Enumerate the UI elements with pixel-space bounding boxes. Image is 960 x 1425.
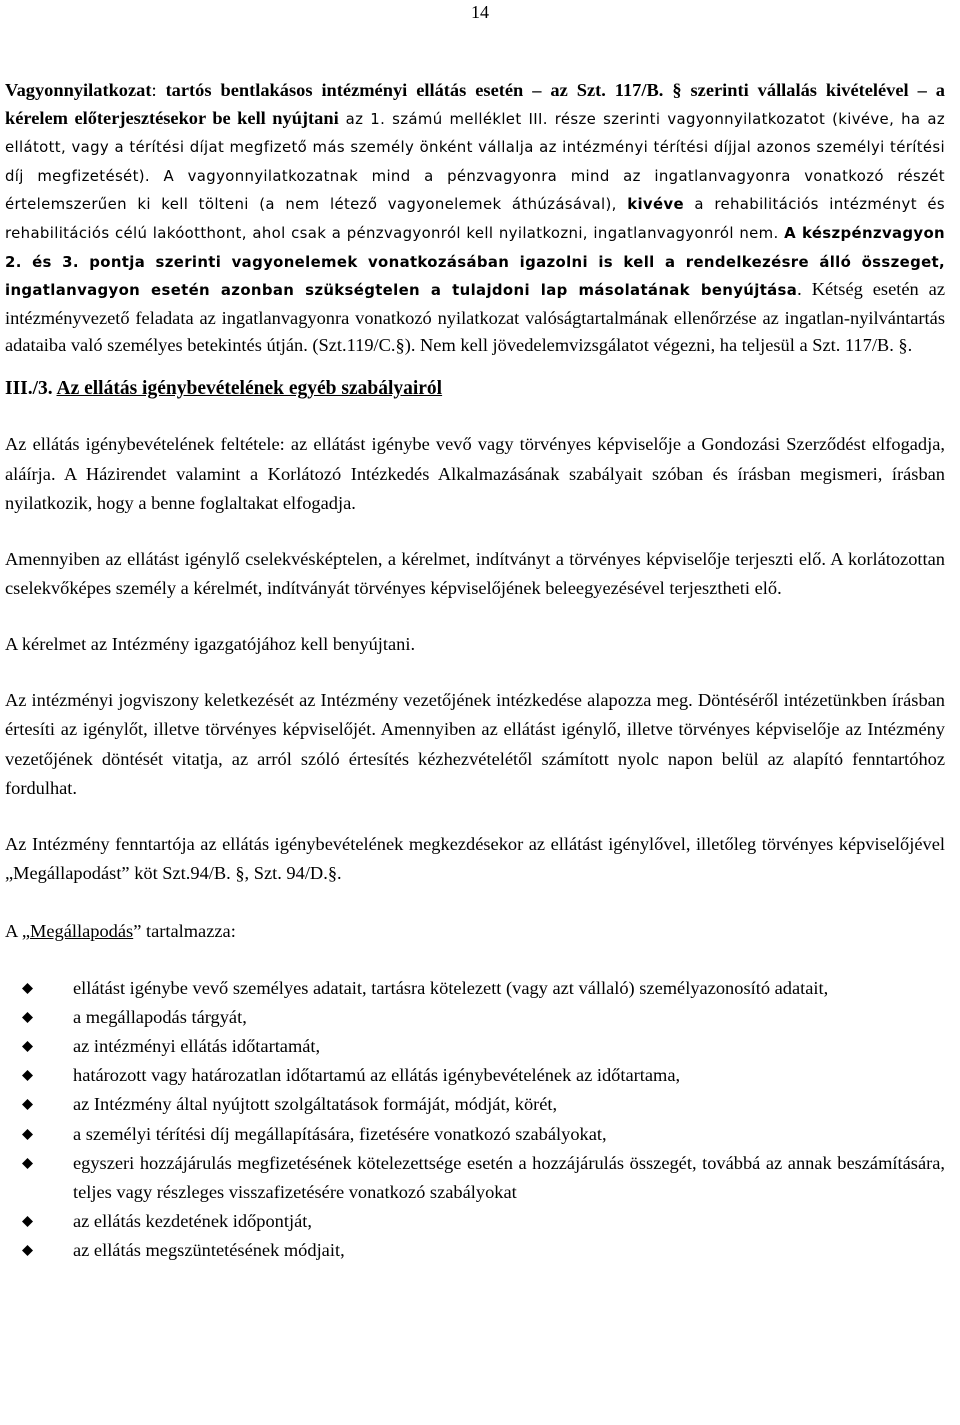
agreement-term: Megállapodás xyxy=(30,921,134,942)
paragraph-submission: A kérelmet az Intézmény igazgatójához kell benyújtani. xyxy=(5,633,416,654)
exception-term: kivéve xyxy=(627,195,684,214)
paragraph-incapacitated: Amennyiben az ellátást igénylő cselekvésképtelen, a kérelmet, indítványt a törvényes képviselője terjeszti elő. A korlátozottan cselekvőképes személy a kérelmét, indítványát törvényes képviselőjének beleegyezésével terjesztheti elő. xyxy=(5,548,945,599)
list-item xyxy=(5,1061,945,1090)
list-item-text: az ellátás kezdetének időpontját, xyxy=(73,1211,312,1232)
agreement-contents-list xyxy=(5,974,945,1266)
text-segment: A „ xyxy=(5,921,31,942)
paragraph-agreement: Az Intézmény fenntartója az ellátás igénybevételének megkezdésekor az ellátást igénylővel, illetőleg törvényes képviselőjével „Megállapodást” köt Szt.94/B. §, Szt. 94/D.§. xyxy=(5,833,945,884)
list-item-text: az ellátás megszüntetésének módjait, xyxy=(73,1240,345,1261)
list-item xyxy=(5,974,945,1003)
paragraph-legal-relationship: Az intézményi jogviszony keletkezését az Intézmény vezetőjének intézkedése alapozza meg. Döntéséről intézetünkben írásban értesíti az igénylőt, illetve törvényes képviselőjét. Amennyiben az ellátást igénylő, illetve törvényes képviselője az Intézmény vezetőjének döntését vitatja, az arról szóló értesítés kézhezvételétől számított nyolc napon belül az alapító fenntartóhoz fordulhat. xyxy=(5,689,945,799)
text-segment: a rehabilitációs intézményt és rehabilitációs célú lakóotthont, ahol csak a pénzvagyonról kell nyilatkozni, ingatlanvagyonról nem. xyxy=(5,195,945,242)
diamond-bullet-icon xyxy=(22,1216,33,1227)
text-segment: . Kétség esetén az intézményvezető feladata az ingatlanvagyonra vonatkozó nyilatkozat valóságtartalmának ellenőrzése az ingatlan-nyilvántartás adataiba való személyes betekintés útján. (Szt.119/C.§). Nem kell jövedelemvizsgálatot végezni, ha teljesül a Szt. 117/B. §. xyxy=(5,279,945,356)
list-item-text: egyszeri hozzájárulás megfizetésének kötelezettsége esetén a hozzájárulás összegét, továbbá az annak beszámítására, teljes vagy részleges visszafizetésére vonatkozó szabályokat xyxy=(73,1152,945,1203)
list-item xyxy=(5,1120,945,1149)
list-item xyxy=(5,1207,945,1236)
list-item xyxy=(5,1236,945,1265)
text-segment: az 1. számú melléklet III. része szerinti vagyonnyilatkozatot (kivéve, ha az ellátott, vagy a térítési díjat megfizető más személy önként vállalja az intézményi térítési díjjal azonos személyi térítési díj megfizetését). A vagyonnyilatkozatnak mind a pénzvagyonra mind az ingatlanvagyonra vonatkozó részét értelemszerűen ki kell tölteni (a nem létező vagyonelemek áthúzásával), xyxy=(5,109,945,214)
list-item-text: az intézményi ellátás időtartamát, xyxy=(73,1036,321,1057)
list-item-text: ellátást igénybe vevő személyes adatait, tartásra kötelezett (vagy azt vállaló) személyazonosító adatait, xyxy=(73,977,829,998)
text-segment: : xyxy=(151,80,166,100)
asset-declaration-term: Vagyonnyilatkozat xyxy=(5,80,152,100)
list-item xyxy=(5,1032,945,1061)
list-item xyxy=(5,1149,945,1207)
diamond-bullet-icon xyxy=(22,1158,33,1169)
text-segment: ” tartalmazza: xyxy=(133,921,236,942)
agreement-contents-intro xyxy=(5,917,945,947)
list-item-text: határozott vagy határozatlan időtartamú az ellátás igénybevételének az időtartama, xyxy=(73,1065,681,1086)
list-item-text: a személyi térítési díj megállapítására, fizetésére vonatkozó szabályokat, xyxy=(73,1123,607,1144)
diamond-bullet-icon xyxy=(22,1041,33,1052)
diamond-bullet-icon xyxy=(22,1012,33,1023)
section-title: Az ellátás igénybevételének egyéb szabályairól xyxy=(56,377,443,399)
asset-declaration-condition: tartós bentlakásos intézményi ellátás esetén – az Szt. 117/B. § szerinti vállalás kivételével – a kérelem előterjesztésekor be kell nyújtani xyxy=(5,80,945,128)
diamond-bullet-icon xyxy=(22,983,33,994)
page-number: 14 xyxy=(471,2,489,22)
diamond-bullet-icon xyxy=(22,1245,33,1256)
diamond-bullet-icon xyxy=(22,1129,33,1140)
paragraph-conditions: Az ellátás igénybevételének feltétele: az ellátást igénybe vevő vagy törvényes képviselője a Gondozási Szerződést elfogadja, aláírja. A Házirendet valamint a Korlátozó Intézkedés Alkalmazásának szabályait szóban és írásban megismeri, írásban nyilatkozik, hogy a benne foglaltakat elfogadja. xyxy=(5,433,945,514)
section-number: III./3. xyxy=(5,377,53,399)
asset-declaration-paragraph xyxy=(5,77,945,360)
document-body xyxy=(5,77,945,1266)
list-item-text: az Intézmény által nyújtott szolgáltatások formáját, módját, körét, xyxy=(73,1094,558,1115)
diamond-bullet-icon xyxy=(22,1070,33,1081)
cash-asset-requirement: A készpénzvagyon 2. és 3. pontja szerinti vagyonelemek vonatkozásában igazolni is kell a rendelkezésre álló összeget, ingatlanvagyon esetén azonban szükségtelen a tulajdoni lap másolatának benyújtása xyxy=(5,223,945,300)
list-item xyxy=(5,1090,945,1119)
section-heading xyxy=(5,374,945,404)
diamond-bullet-icon xyxy=(22,1099,33,1110)
list-item xyxy=(5,1003,945,1032)
list-item-text: a megállapodás tárgyát, xyxy=(73,1006,247,1027)
